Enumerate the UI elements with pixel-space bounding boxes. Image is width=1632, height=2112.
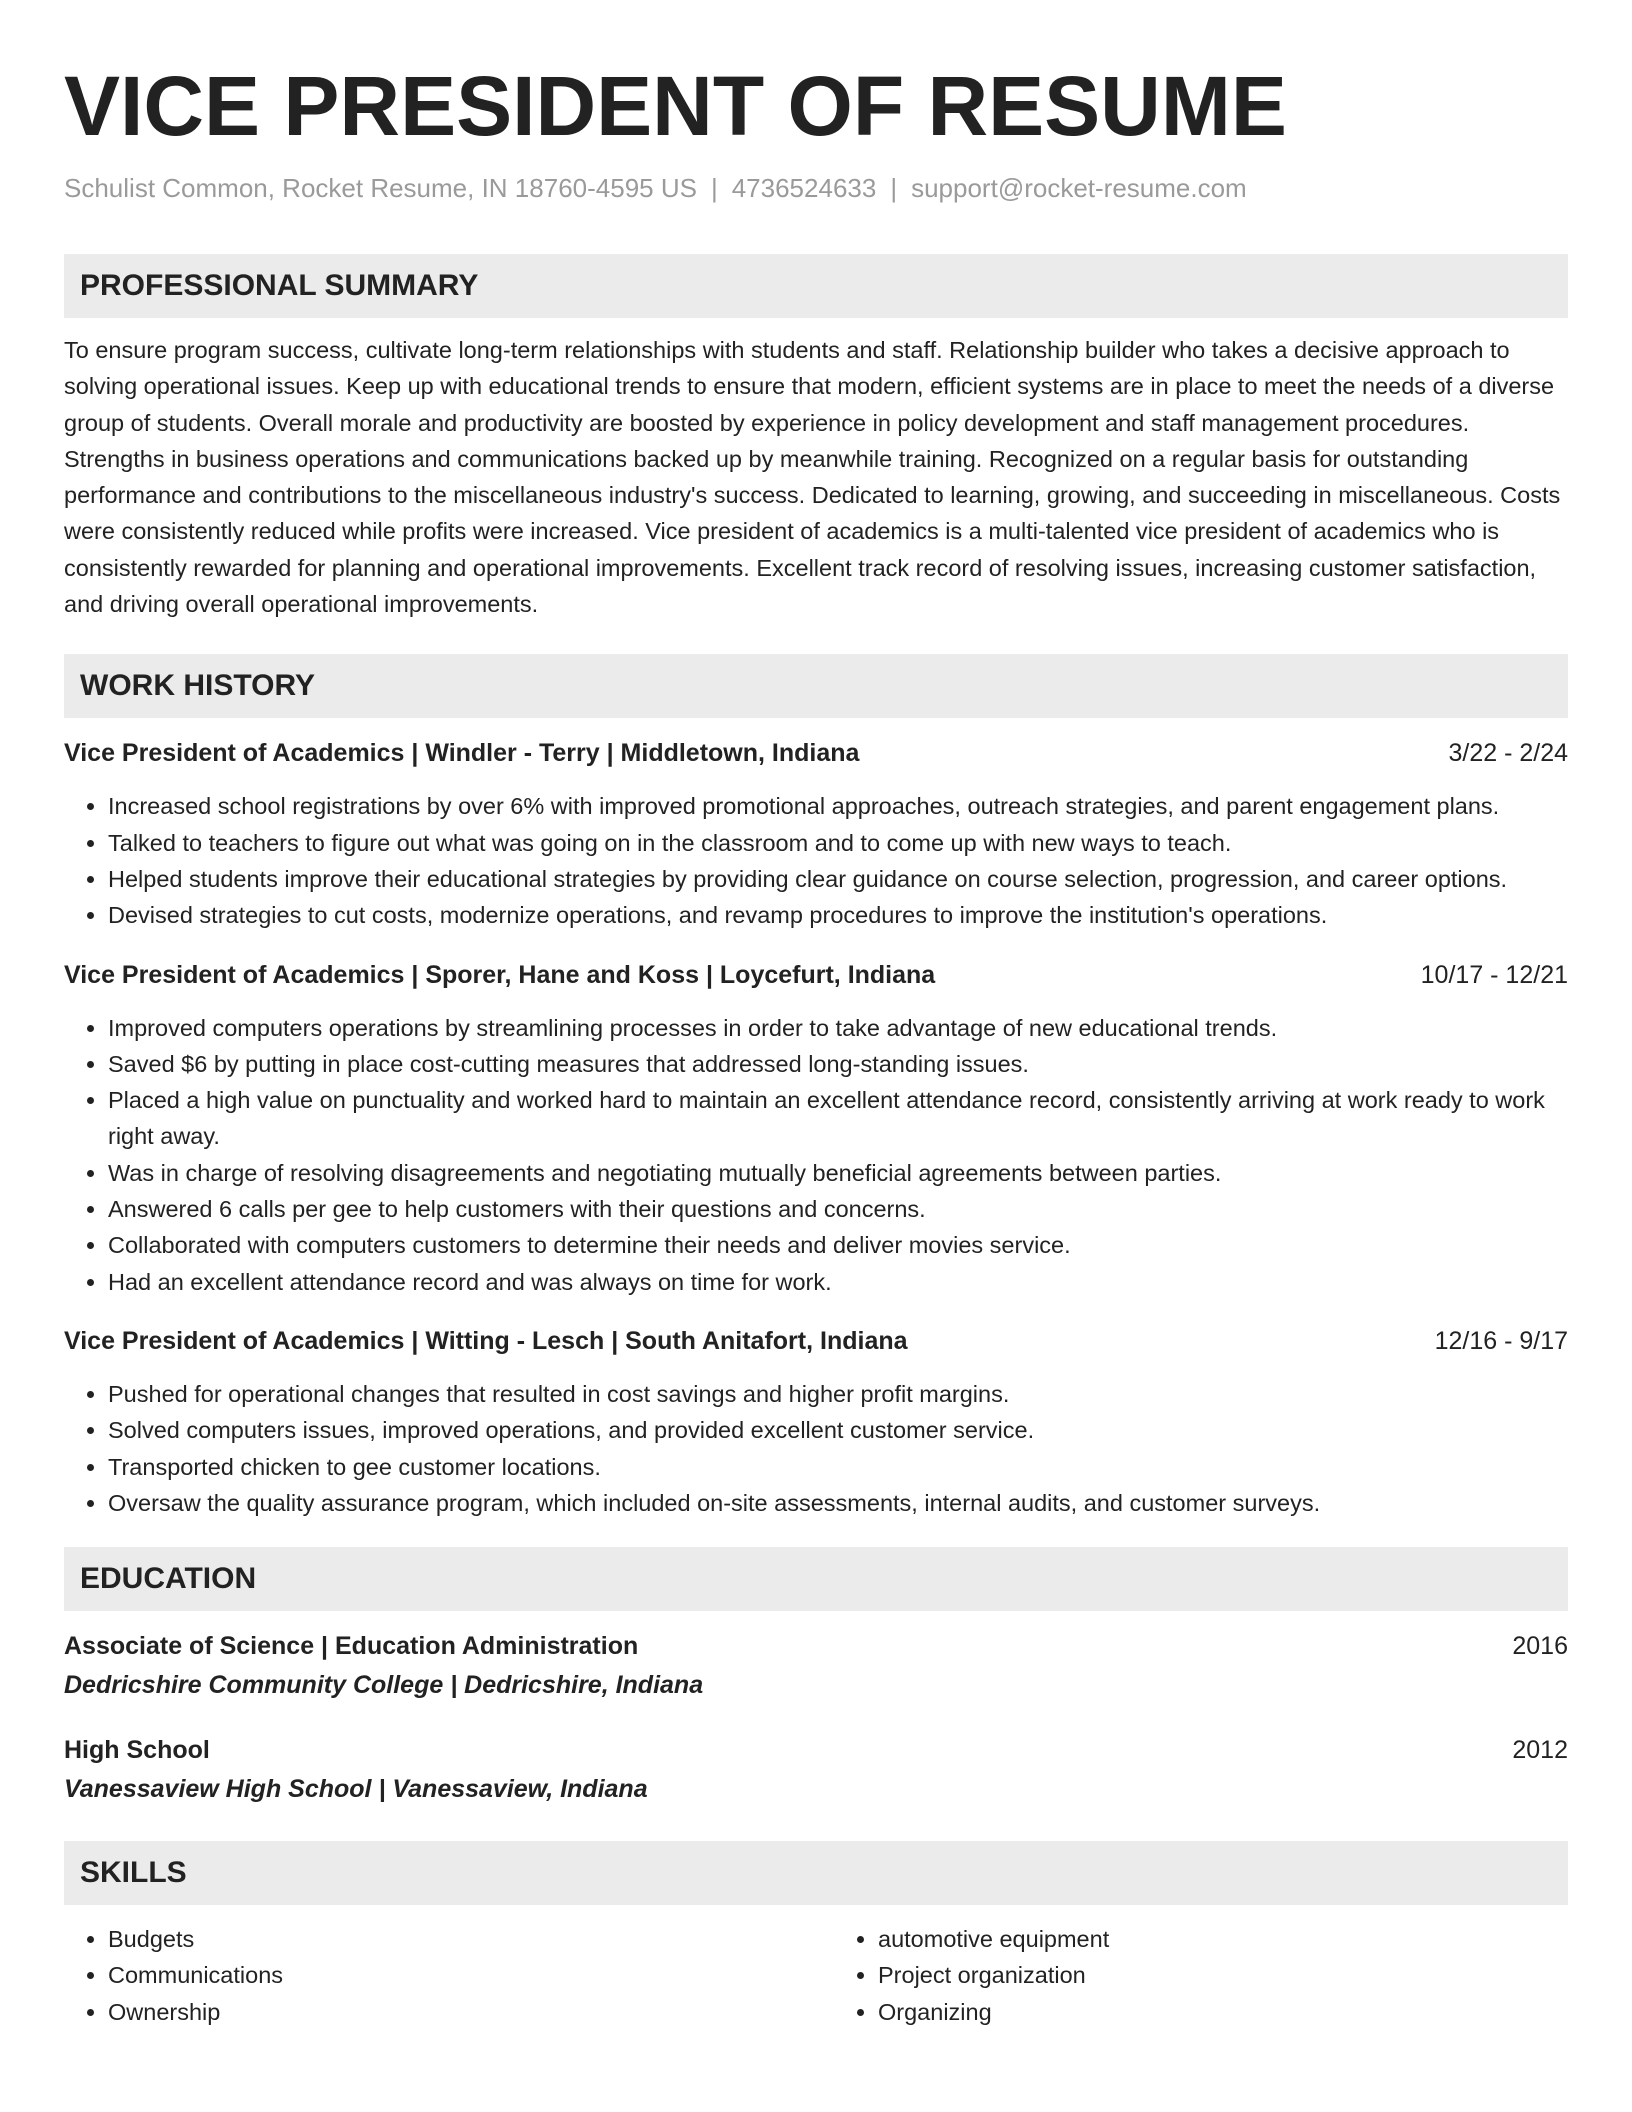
education-year: 2016 — [1512, 1632, 1568, 1661]
job-bullet: • Transported chicken to gee customer locations. — [108, 1449, 1568, 1485]
skills-column-right — [816, 1921, 1568, 2030]
contact-phone: 4736524633 — [731, 173, 877, 203]
section-heading-work-history: WORK HISTORY — [64, 654, 1568, 718]
job-bullet: • Improved computers operations by streamlining processes in order to take advantage of new educational trends. — [108, 1010, 1568, 1046]
job-entry — [64, 1324, 1568, 1521]
education-school: Dedricshire Community College | Dedricshire, Indiana — [64, 1671, 704, 1700]
skill-item: • Budgets — [108, 1921, 816, 1957]
job-entry — [64, 958, 1568, 1300]
job-bullet: • Oversaw the quality assurance program, which included on-site assessments, internal audits, and customer surveys. — [108, 1485, 1568, 1521]
job-bullet: • Saved $6 by putting in place cost-cutting measures that addressed long-standing issues. — [108, 1046, 1568, 1082]
skill-item: • Project organization — [878, 1957, 1568, 1993]
education-school: Vanessaview High School | Vanessaview, Indiana — [64, 1775, 648, 1804]
contact-email: support@rocket-resume.com — [911, 173, 1247, 203]
job-bullets — [64, 1376, 1568, 1521]
job-title: Vice President of Academics | Witting - Lesch | South Anitafort, Indiana — [64, 1326, 908, 1355]
skill-item: • automotive equipment — [878, 1921, 1568, 1957]
job-bullet: • Increased school registrations by over 6% with improved promotional approaches, outreach strategies, and parent engagement plans. — [108, 788, 1568, 824]
contact-line — [64, 172, 1568, 204]
job-title: Vice President of Academics | Sporer, Hane and Koss | Loycefurt, Indiana — [64, 960, 936, 989]
education-year: 2012 — [1512, 1736, 1568, 1765]
section-heading-education: EDUCATION — [64, 1547, 1568, 1611]
section-heading-skills: SKILLS — [64, 1841, 1568, 1905]
job-bullet: • Had an excellent attendance record and was always on time for work. — [108, 1264, 1568, 1300]
job-header — [64, 736, 1568, 770]
job-bullets — [64, 1010, 1568, 1300]
job-bullet: • Pushed for operational changes that resulted in cost savings and higher profit margins. — [108, 1376, 1568, 1412]
education-entry — [64, 1629, 1568, 1703]
summary-text: To ensure program success, cultivate long-term relationships with students and staff. Relationship builder who takes a decisive approach to solving operational issues. Keep up with educational trends to ensure that modern, efficient systems are in place to meet the needs of a diverse group of students. Overall morale and productivity are boosted by experience in policy development and staff management procedures. Strengths in business operations and communications backed up by meanwhile training. Recognized on a regular basis for outstanding performance and contributions to the miscellaneous industry's success. Dedicated to learning, growing, and succeeding in miscellaneous. Costs were consistently reduced while profits were increased. Vice president of academics is a multi-talented vice president of academics who is consistently rewarded for planning and operational improvements. Excellent track record of resolving issues, increasing customer satisfaction, and driving overall operational improvements. — [64, 337, 1561, 618]
job-dates: 3/22 - 2/24 — [1448, 739, 1568, 768]
job-bullet: • Collaborated with computers customers to determine their needs and deliver movies service. — [108, 1227, 1568, 1263]
job-bullet: • Was in charge of resolving disagreements and negotiating mutually beneficial agreements between parties. — [108, 1155, 1568, 1191]
job-header — [64, 958, 1568, 992]
job-title: Vice President of Academics | Windler - Terry | Middletown, Indiana — [64, 739, 860, 768]
contact-separator: | — [710, 173, 718, 203]
education-header — [64, 1629, 1568, 1663]
job-bullet: • Answered 6 calls per gee to help customers with their questions and concerns. — [108, 1191, 1568, 1227]
skill-item: • Organizing — [878, 1994, 1568, 2030]
education-header — [64, 1733, 1568, 1767]
skill-item: • Ownership — [108, 1994, 816, 2030]
resume-title: VICE PRESIDENT OF RESUME — [64, 59, 1287, 153]
education-degree: Associate of Science | Education Administration — [64, 1632, 639, 1661]
education-entry — [64, 1733, 1568, 1807]
job-bullets — [64, 788, 1568, 933]
contact-separator: | — [890, 173, 898, 203]
skills-list — [64, 1921, 1568, 2030]
job-bullet: • Solved computers issues, improved operations, and provided excellent customer service. — [108, 1412, 1568, 1448]
job-bullet: • Devised strategies to cut costs, modernize operations, and revamp procedures to improve the institution's operations. — [108, 897, 1568, 933]
job-dates: 12/16 - 9/17 — [1434, 1326, 1568, 1355]
skill-item: • Communications — [108, 1957, 816, 1993]
job-bullet: • Placed a high value on punctuality and worked hard to maintain an excellent attendance record, consistently arriving at work ready to work right away. — [108, 1082, 1568, 1155]
job-entry — [64, 736, 1568, 933]
job-dates: 10/17 - 12/21 — [1420, 960, 1568, 989]
contact-address: Schulist Common, Rocket Resume, IN 18760-4595 US — [64, 173, 697, 203]
education-degree: High School — [64, 1736, 210, 1765]
skills-column-left — [64, 1921, 816, 2030]
section-heading-summary: PROFESSIONAL SUMMARY — [64, 254, 1568, 318]
job-header — [64, 1324, 1568, 1358]
job-bullet: • Talked to teachers to figure out what was going on in the classroom and to come up with new ways to teach. — [108, 825, 1568, 861]
job-bullet: • Helped students improve their educational strategies by providing clear guidance on course selection, progression, and career options. — [108, 861, 1568, 897]
